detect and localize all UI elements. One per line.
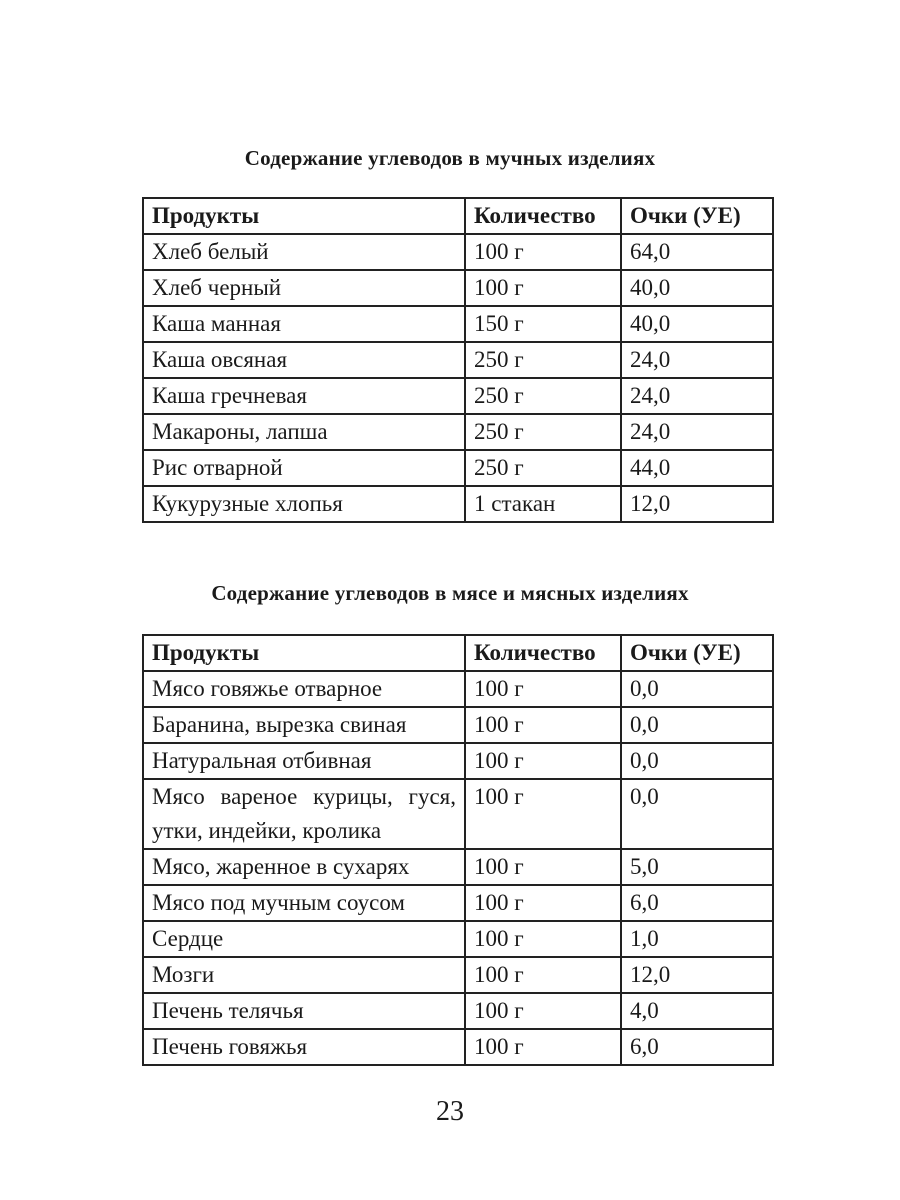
table-row [143,450,773,486]
cell-product: Рис отварной [143,450,465,486]
table-row [143,779,773,849]
carb-table-flour [142,197,774,523]
header-products: Продукты [143,198,465,234]
cell-points: 12,0 [621,486,773,522]
table-header-row [143,635,773,671]
cell-quantity: 250 г [465,450,621,486]
cell-points: 24,0 [621,414,773,450]
header-products: Продукты [143,635,465,671]
cell-product: Печень говяжья [143,1029,465,1065]
cell-quantity: 100 г [465,921,621,957]
table-row [143,270,773,306]
page-number: 23 [436,1096,464,1127]
cell-quantity: 100 г [465,957,621,993]
table-row [143,671,773,707]
table-row [143,414,773,450]
cell-product: Макароны, лапша [143,414,465,450]
cell-quantity: 100 г [465,671,621,707]
cell-product: Каша гречневая [143,378,465,414]
table-row [143,957,773,993]
cell-points: 0,0 [621,707,773,743]
header-quantity: Количество [465,635,621,671]
cell-points: 40,0 [621,306,773,342]
cell-product: Хлеб белый [143,234,465,270]
cell-quantity: 150 г [465,306,621,342]
table-title-meat: Содержание углеводов в мясе и мясных изделиях [211,581,689,605]
cell-product: Баранина, вырезка свиная [143,707,465,743]
cell-product: Сердце [143,921,465,957]
table-row [143,993,773,1029]
cell-quantity: 100 г [465,234,621,270]
cell-quantity: 100 г [465,993,621,1029]
table-row [143,707,773,743]
cell-quantity: 100 г [465,743,621,779]
carb-table-meat [142,634,774,1066]
cell-product: Натуральная отбивная [143,743,465,779]
cell-quantity: 100 г [465,849,621,885]
cell-points: 1,0 [621,921,773,957]
cell-quantity: 100 г [465,1029,621,1065]
cell-product: Мясо говяжье отварное [143,671,465,707]
cell-quantity: 250 г [465,342,621,378]
header-points: Очки (УЕ) [621,635,773,671]
cell-product: Каша овсяная [143,342,465,378]
table-row [143,743,773,779]
table-row [143,306,773,342]
table-title-flour: Содержание углеводов в мучных изделиях [244,146,656,170]
table-row [143,234,773,270]
cell-quantity: 100 г [465,707,621,743]
header-quantity: Количество [465,198,621,234]
cell-product: Печень телячья [143,993,465,1029]
cell-points: 4,0 [621,993,773,1029]
cell-product: Мозги [143,957,465,993]
cell-quantity: 100 г [465,270,621,306]
table-row [143,1029,773,1065]
cell-points: 0,0 [621,779,773,849]
table-header-row [143,198,773,234]
cell-product: Кукурузные хлопья [143,486,465,522]
table-row [143,342,773,378]
cell-product: Каша манная [143,306,465,342]
cell-quantity: 100 г [465,779,621,849]
cell-points: 64,0 [621,234,773,270]
cell-points: 6,0 [621,1029,773,1065]
table-row [143,378,773,414]
cell-points: 44,0 [621,450,773,486]
cell-quantity: 1 стакан [465,486,621,522]
header-points: Очки (УЕ) [621,198,773,234]
cell-product: Мясо, жаренное в сухарях [143,849,465,885]
cell-points: 24,0 [621,378,773,414]
cell-product: Мясо под мучным соусом [143,885,465,921]
cell-points: 12,0 [621,957,773,993]
cell-points: 5,0 [621,849,773,885]
cell-points: 6,0 [621,885,773,921]
cell-product: Мясо вареное курицы, гуся, утки, индейки, кролика [143,779,465,849]
cell-points: 0,0 [621,743,773,779]
table-row [143,486,773,522]
table-row [143,885,773,921]
cell-quantity: 250 г [465,414,621,450]
cell-points: 24,0 [621,342,773,378]
cell-points: 0,0 [621,671,773,707]
cell-quantity: 250 г [465,378,621,414]
table-row [143,921,773,957]
cell-product: Хлеб черный [143,270,465,306]
cell-quantity: 100 г [465,885,621,921]
cell-points: 40,0 [621,270,773,306]
table-row [143,849,773,885]
